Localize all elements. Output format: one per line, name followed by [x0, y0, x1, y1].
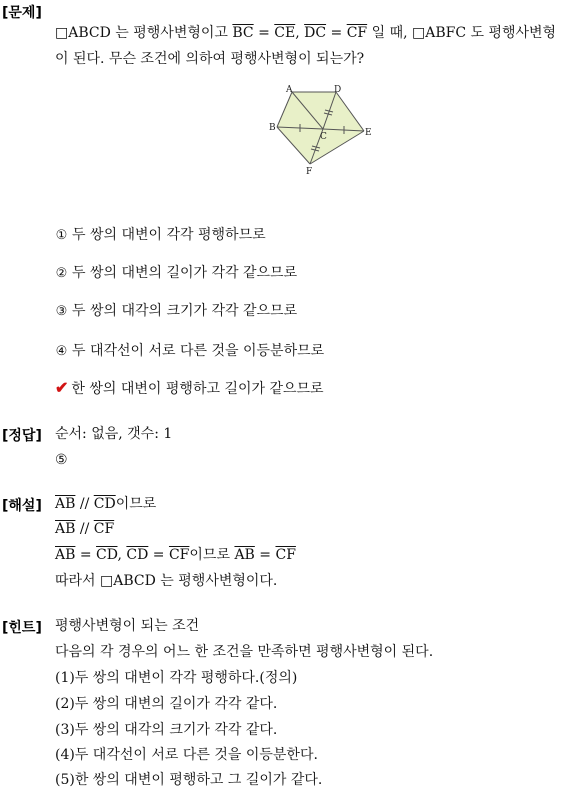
explanation-mid: 이므로 — [189, 547, 235, 563]
equals-2: = — [326, 25, 347, 41]
choice-mark-4: ④ — [55, 344, 68, 359]
explanation-line-3 — [55, 546, 296, 564]
choice-3[interactable] — [55, 302, 297, 321]
equals: = — [75, 547, 97, 563]
choice-text-4: 두 대각선이 서로 다른 것을 이등분하므로 — [72, 343, 325, 359]
choice-text-5: 한 쌍의 대변이 평행하고 길이가 같으므로 — [71, 381, 324, 397]
choice-text-1: 두 쌍의 대변이 각각 평행하므로 — [72, 227, 266, 243]
problem-line-2: 이 된다. 무슨 조건에 의하여 평행사변형이 되는가? — [55, 51, 365, 67]
choice-2[interactable] — [55, 264, 297, 283]
equals: = — [148, 547, 169, 563]
answer-line-2: ⑤ — [55, 452, 68, 468]
explanation-line-1 — [55, 495, 156, 513]
segment-cf: $\overline{CF}$ — [93, 521, 115, 537]
explanation-tail: 이므로 — [115, 496, 157, 512]
explanation-line-4: 따라서 □ABCD 는 평행사변형이다. — [55, 573, 278, 589]
segment-cf: $\overline{CF}$ — [275, 547, 296, 563]
problem-line-1-prefix: □ABCD 는 평행사변형이고 — [55, 25, 233, 41]
problem-line-1 — [55, 24, 556, 42]
parallel-symbol: // — [75, 496, 94, 512]
choice-mark-1: ① — [55, 228, 68, 243]
hint-line-5: (3)두 쌍의 대각의 크기가 각각 같다. — [55, 722, 278, 738]
segment-ce: $\overline{CE}$ — [274, 25, 296, 41]
comma: , — [117, 547, 127, 563]
explanation-label: [해설] — [2, 498, 42, 514]
choice-text-3: 두 쌍의 대각의 크기가 각각 같으므로 — [72, 303, 298, 319]
segment-cf: $\overline{CF}$ — [346, 25, 368, 41]
hint-line-7: (5)한 쌍의 대변이 평행하고 그 길이가 같다. — [55, 772, 323, 788]
equals: = — [254, 547, 276, 563]
hint-line-2: 다음의 각 경우의 어느 한 조건을 만족하면 평행사변형이 된다. — [55, 644, 434, 660]
checkmark-icon: ✔ — [55, 378, 69, 397]
answer-line-1: 순서: 없음, 갯수: 1 — [55, 426, 173, 442]
vertex-label-d: D — [334, 85, 342, 95]
problem-line-1-suffix: 일 때, □ABFC 도 평행사변형 — [367, 25, 557, 41]
segment-ab: $\overline{AB}$ — [234, 547, 255, 563]
hint-line-4: (2)두 쌍의 대변의 길이가 각각 같다. — [55, 696, 278, 712]
segment-cf: $\overline{CF}$ — [168, 547, 190, 563]
hint-line-1: 평행사변형이 되는 조건 — [55, 618, 200, 634]
segment-ab: $\overline{AB}$ — [55, 521, 76, 537]
choice-1[interactable] — [55, 226, 266, 245]
separator: , — [295, 25, 305, 41]
segment-ab: $\overline{AB}$ — [55, 496, 76, 512]
choice-text-2: 두 쌍의 대변의 길이가 각각 같으므로 — [72, 265, 298, 281]
segment-ab: $\overline{AB}$ — [55, 547, 76, 563]
vertex-label-a: A — [286, 85, 293, 95]
answer-label: [정답] — [2, 428, 42, 444]
explanation-line-2 — [55, 520, 114, 538]
choice-5[interactable] — [55, 379, 324, 398]
segment-cd: $\overline{CD}$ — [96, 547, 118, 563]
choice-mark-3: ③ — [55, 304, 68, 319]
segment-cd: $\overline{CD}$ — [93, 496, 116, 512]
geometry-figure — [266, 84, 376, 176]
equals-1: = — [253, 25, 275, 41]
choice-mark-2: ② — [55, 266, 68, 281]
parallel-symbol: // — [75, 521, 94, 537]
segment-bc: $\overline{BC}$ — [232, 25, 254, 41]
hint-line-6: (4)두 대각선이 서로 다른 것을 이등분한다. — [55, 747, 318, 763]
hint-line-3: (1)두 쌍의 대변이 각각 평행하다.(정의) — [55, 670, 298, 686]
segment-dc: $\overline{DC}$ — [304, 25, 327, 41]
hint-label: [힌트] — [2, 620, 42, 636]
vertex-label-b: B — [269, 123, 276, 133]
problem-label: [문제] — [2, 5, 42, 21]
vertex-label-c: C — [320, 132, 327, 142]
segment-cd: $\overline{CD}$ — [126, 547, 149, 563]
vertex-label-e: E — [365, 128, 372, 138]
choice-4[interactable] — [55, 342, 324, 361]
vertex-label-f: F — [306, 167, 313, 176]
